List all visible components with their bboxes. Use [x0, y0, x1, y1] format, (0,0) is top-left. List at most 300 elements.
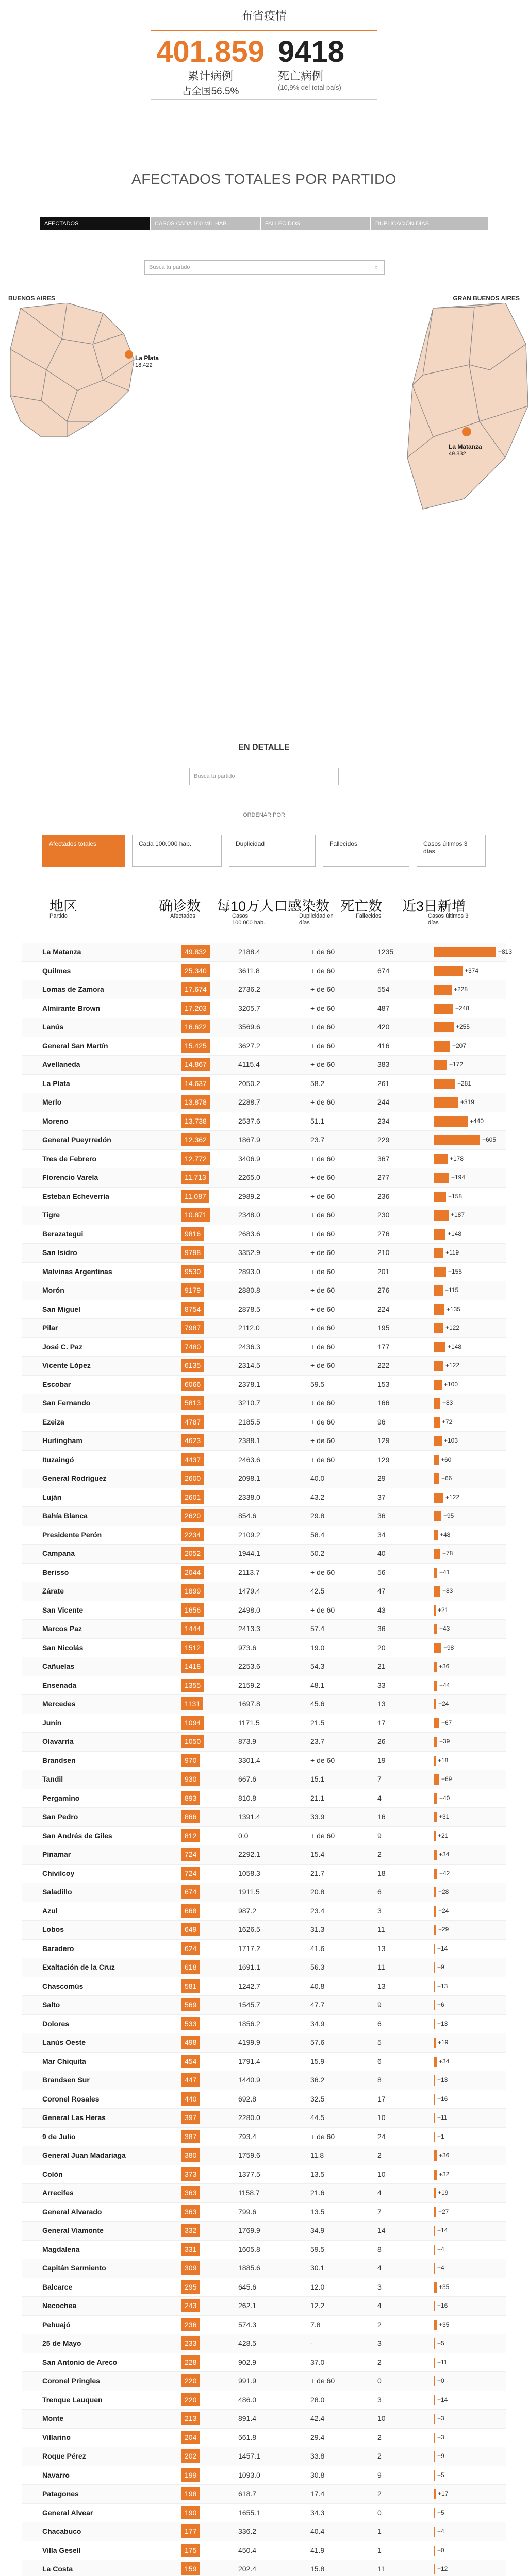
row-dup: 36.2	[310, 2076, 325, 2084]
row-rate: 1791.4	[238, 2057, 260, 2065]
row-rate: 2683.6	[238, 1229, 260, 1238]
new-cases-value: +4	[437, 2264, 444, 2272]
row-cases-value: 2600	[182, 1471, 204, 1485]
new-cases-bar	[434, 1756, 436, 1766]
row-rate: 202.4	[238, 2565, 257, 2573]
new-cases-bar	[434, 1398, 440, 1409]
row-rate: 1058.3	[238, 1869, 260, 1877]
table-row[interactable]	[22, 2259, 506, 2278]
table-row[interactable]	[22, 980, 506, 999]
new-cases-bar	[434, 1154, 448, 1164]
row-rate: 1885.6	[238, 2264, 260, 2272]
row-dup: + de 60	[310, 1436, 335, 1445]
row-deaths: 261	[377, 1079, 390, 1088]
row-name: Villarino	[42, 2433, 71, 2442]
new-cases-bar	[434, 1530, 438, 1540]
tab-duplicacion[interactable]: DUPLICACIÓN DÍAS	[371, 217, 488, 230]
table-row[interactable]	[22, 1112, 506, 1131]
table-row[interactable]	[22, 2053, 506, 2072]
table-row[interactable]	[22, 1883, 506, 1902]
row-dup: 54.3	[310, 1662, 325, 1670]
row-name: Magdalena	[42, 2245, 80, 2253]
table-row[interactable]	[22, 1075, 506, 1094]
sort-afectados-button[interactable]: Afectados totales	[42, 835, 125, 867]
row-cases	[182, 1018, 210, 1036]
new-cases-value: +155	[448, 1267, 463, 1275]
row-dup: + de 60	[310, 1041, 335, 1050]
table-row[interactable]	[22, 1601, 506, 1620]
new-cases-bar	[434, 1643, 441, 1653]
table-row[interactable]	[22, 2128, 506, 2147]
row-rate: 2878.5	[238, 1304, 260, 1313]
row-deaths: 3	[377, 2339, 382, 2347]
la-plata-label: La Plata	[135, 354, 159, 362]
table-row[interactable]	[22, 1620, 506, 1639]
table-row[interactable]	[22, 1488, 506, 1507]
map-search-input[interactable]: Buscá tu partido	[144, 260, 385, 275]
row-cases-value: 233	[182, 2336, 200, 2350]
new-cases-value: +5	[437, 2340, 444, 2347]
table-row[interactable]	[22, 1770, 506, 1789]
table-row[interactable]	[22, 2522, 506, 2541]
row-rate: 987.2	[238, 1906, 257, 1915]
row-dup: 34.9	[310, 2226, 325, 2234]
table-row[interactable]	[22, 1188, 506, 1207]
row-cases-value: 243	[182, 2299, 200, 2312]
row-cases	[182, 2429, 200, 2447]
new-cases-bar	[434, 2263, 435, 2274]
row-dup: 23.4	[310, 1906, 325, 1915]
row-deaths: 24	[377, 2132, 386, 2141]
table-row[interactable]	[22, 1657, 506, 1676]
table-row[interactable]	[22, 2334, 506, 2353]
row-name: Capitán Sarmiento	[42, 2264, 106, 2272]
row-name: Brandsen Sur	[42, 2076, 90, 2084]
row-deaths: 674	[377, 966, 390, 975]
row-name: Baradero	[42, 1944, 74, 1953]
row-dup: + de 60	[310, 1417, 335, 1426]
row-cases-value: 4437	[182, 1453, 204, 1466]
table-row[interactable]	[22, 1695, 506, 1714]
new-cases-value: +34	[439, 1851, 450, 1858]
table-row[interactable]	[22, 2410, 506, 2429]
table-row[interactable]	[22, 1018, 506, 1037]
tab-afectados[interactable]: AFECTADOS	[40, 217, 150, 230]
new-cases-bar	[434, 1455, 439, 1465]
table-row[interactable]	[22, 1357, 506, 1376]
row-cases-value: 618	[182, 1960, 200, 1974]
new-cases-value: +3	[437, 2415, 444, 2422]
row-dup: 48.1	[310, 1681, 325, 1689]
new-cases-value: +24	[438, 1700, 449, 1707]
row-cases-value: 204	[182, 2431, 200, 2444]
table-row[interactable]	[22, 2560, 506, 2576]
section-title: AFECTADOS TOTALES POR PARTIDO	[131, 171, 397, 187]
row-cases-value: 236	[182, 2318, 200, 2331]
new-cases-bar	[434, 1342, 446, 1352]
row-name: Balcarce	[42, 2282, 73, 2291]
row-cases	[182, 2165, 200, 2183]
row-cases	[182, 1150, 210, 1168]
table-row[interactable]	[22, 1394, 506, 1413]
row-name: General Alvarado	[42, 2207, 102, 2216]
row-rate: 1093.0	[238, 2470, 260, 2479]
sort-ultimos-button[interactable]: Casos últimos 3 días	[417, 835, 486, 867]
row-rate: 574.3	[238, 2320, 257, 2329]
row-cases-value: 387	[182, 2130, 200, 2143]
row-rate: 1856.2	[238, 2019, 260, 2028]
new-cases-bar	[434, 1285, 443, 1296]
province-map[interactable]	[0, 303, 217, 674]
table-row[interactable]	[22, 2429, 506, 2448]
table-row[interactable]	[22, 2146, 506, 2165]
new-cases-value: +194	[451, 1174, 466, 1181]
row-cases	[182, 1657, 204, 1675]
row-cases	[182, 2560, 200, 2576]
table-row[interactable]	[22, 1244, 506, 1263]
table-row[interactable]	[22, 2033, 506, 2053]
row-cases-value: 177	[182, 2524, 200, 2538]
table-row[interactable]	[22, 1545, 506, 1564]
row-rate: 692.8	[238, 2094, 257, 2103]
row-dup: 40.0	[310, 1474, 325, 1482]
row-cases	[182, 2015, 200, 2033]
new-cases-bar	[434, 2094, 435, 2105]
row-deaths: 3	[377, 2395, 382, 2404]
row-dup: 12.0	[310, 2282, 325, 2291]
row-dup: 59.5	[310, 1380, 325, 1388]
table-row[interactable]	[22, 1752, 506, 1771]
row-name: Luján	[42, 1493, 62, 1501]
row-dup: + de 60	[310, 1248, 335, 1257]
row-deaths: 129	[377, 1455, 390, 1464]
sort-fallecidos-button[interactable]: Fallecidos	[323, 835, 409, 867]
row-cases-value: 724	[182, 1848, 200, 1861]
table-row[interactable]	[22, 1206, 506, 1225]
row-cases-value: 213	[182, 2412, 200, 2425]
table-row[interactable]	[22, 2353, 506, 2372]
table-row[interactable]	[22, 1413, 506, 1432]
new-cases-value: +374	[465, 967, 479, 974]
table-row[interactable]	[22, 1093, 506, 1112]
row-dup: 21.7	[310, 1869, 325, 1877]
row-cases	[182, 1526, 204, 1544]
row-deaths: 6	[377, 2057, 382, 2065]
table-row[interactable]	[22, 1714, 506, 1733]
row-deaths: 13	[377, 1981, 386, 1990]
row-deaths: 554	[377, 985, 390, 993]
row-deaths: 277	[377, 1173, 390, 1181]
row-name: Saladillo	[42, 1888, 72, 1896]
row-cases-value: 309	[182, 2261, 200, 2275]
row-deaths: 33	[377, 1681, 386, 1689]
table-row[interactable]	[22, 2222, 506, 2241]
tab-fallecidos[interactable]: FALLECIDOS	[261, 217, 370, 230]
row-name: San Nicolás	[42, 1643, 84, 1652]
row-deaths: 2	[377, 2151, 382, 2159]
row-deaths: 222	[377, 1361, 390, 1369]
row-deaths: 10	[377, 2170, 386, 2178]
table-row[interactable]	[22, 1977, 506, 1996]
new-cases-value: +36	[439, 1663, 450, 1670]
row-rate: 891.4	[238, 2414, 257, 2422]
row-rate: 793.4	[238, 2132, 257, 2141]
row-cases	[182, 1206, 210, 1224]
row-dup: 34.3	[310, 2508, 325, 2517]
row-cases-value: 295	[182, 2280, 200, 2294]
new-cases-bar	[434, 1624, 437, 1634]
row-dup: 33.8	[310, 2452, 325, 2460]
table-row[interactable]	[22, 1733, 506, 1752]
row-name: Brandsen	[42, 1756, 76, 1765]
table-row[interactable]	[22, 2316, 506, 2335]
table-row[interactable]	[22, 1827, 506, 1846]
new-cases-value: +39	[439, 1738, 450, 1745]
row-cases	[182, 1338, 204, 1356]
table-row[interactable]	[22, 2109, 506, 2128]
table-row[interactable]	[22, 2447, 506, 2466]
table-row[interactable]	[22, 1808, 506, 1827]
row-rate: 799.6	[238, 2207, 257, 2216]
row-dup: + de 60	[310, 2132, 335, 2141]
table-row[interactable]	[22, 2297, 506, 2316]
table-row[interactable]	[22, 1131, 506, 1150]
la-plata-marker[interactable]	[125, 350, 133, 359]
row-deaths: 6	[377, 2019, 382, 2028]
table-row[interactable]	[22, 943, 513, 962]
table-row[interactable]	[22, 1263, 506, 1282]
row-dup: 33.9	[310, 1812, 325, 1821]
table-row[interactable]	[22, 1376, 506, 1395]
row-name: Villa Gesell	[42, 2546, 81, 2554]
new-cases-bar	[434, 1192, 446, 1202]
table-row[interactable]	[22, 2090, 506, 2109]
table-row[interactable]	[22, 1469, 506, 1488]
row-dup: + de 60	[310, 1004, 335, 1012]
new-cases-bar	[434, 985, 452, 995]
row-deaths: 2	[377, 1850, 382, 1858]
new-cases-value: +148	[448, 1343, 462, 1350]
map-label-gba: GRAN BUENOS AIRES	[453, 295, 520, 302]
sort-duplicidad-button[interactable]: Duplicidad	[229, 835, 316, 867]
row-name: San Miguel	[42, 1304, 80, 1313]
row-cases-value: 569	[182, 1998, 200, 2011]
new-cases-value: +14	[437, 2396, 448, 2403]
table-row[interactable]	[22, 1319, 506, 1338]
table-row[interactable]	[22, 999, 506, 1019]
row-rate: 2098.1	[238, 1474, 260, 1482]
row-cases	[182, 962, 210, 980]
row-cases-value: 649	[182, 1923, 200, 1936]
row-rate: 1377.5	[238, 2170, 260, 2178]
sort-subtitle: ORDENAR POR	[243, 812, 285, 818]
new-cases-bar	[434, 966, 463, 976]
table-row[interactable]	[22, 1300, 506, 1319]
table-row[interactable]	[22, 2165, 506, 2184]
row-rate: 1457.1	[238, 2452, 260, 2460]
table-row[interactable]	[22, 1168, 506, 1188]
table-row[interactable]	[22, 2504, 506, 2523]
new-cases-value: +813	[498, 948, 513, 955]
new-cases-bar	[434, 1887, 436, 1897]
row-cases-value: 228	[182, 2355, 200, 2369]
row-rate: 2413.3	[238, 1624, 260, 1633]
row-cases-value: 498	[182, 2036, 200, 2049]
maps	[0, 282, 528, 705]
table-row[interactable]	[22, 1507, 506, 1526]
new-cases-value: +0	[437, 2546, 444, 2554]
sort-100mil-button[interactable]: Cada 100.000 hab.	[132, 835, 222, 867]
table-row[interactable]	[22, 1902, 506, 1921]
row-cases	[182, 1168, 209, 1187]
row-cases-value: 447	[182, 2073, 200, 2087]
table-row[interactable]	[22, 1996, 506, 2015]
table-row[interactable]	[22, 1056, 506, 1075]
row-deaths: 229	[377, 1136, 390, 1144]
row-rate: 902.9	[238, 2358, 257, 2366]
new-cases-bar	[434, 1135, 480, 1145]
row-cases	[182, 2053, 200, 2071]
row-cases-value: 5813	[182, 1396, 204, 1410]
table-row[interactable]	[22, 962, 506, 981]
row-cases-value: 14.867	[182, 1058, 210, 1071]
table-row[interactable]	[22, 1432, 506, 1451]
row-name: Patagones	[42, 2489, 79, 2498]
row-rate: 810.8	[238, 1793, 257, 1802]
new-cases-bar	[434, 2038, 436, 2048]
table-row[interactable]	[22, 1940, 506, 1959]
table-row[interactable]	[22, 2466, 506, 2485]
new-cases-bar	[434, 1097, 458, 1108]
row-cases	[182, 2109, 200, 2127]
table-row[interactable]	[22, 1921, 506, 1940]
row-deaths: 129	[377, 1436, 390, 1445]
row-cases	[182, 2278, 200, 2296]
deaths-note: (10,9% del total país)	[278, 83, 341, 91]
row-cases-value: 25.340	[182, 964, 210, 977]
new-cases-value: +69	[441, 1775, 452, 1783]
table-row[interactable]	[22, 1338, 506, 1357]
new-cases-value: +21	[438, 1832, 449, 1839]
new-cases-value: +5	[437, 2471, 444, 2479]
table-row[interactable]	[22, 1037, 506, 1056]
row-cases-value: 2234	[182, 1528, 204, 1541]
new-cases-value: +40	[439, 1794, 450, 1802]
municipality-table	[22, 943, 513, 2576]
table-row[interactable]	[22, 1639, 506, 1658]
table-row[interactable]	[22, 2184, 506, 2203]
row-deaths: 230	[377, 1211, 390, 1219]
gba-map[interactable]	[402, 303, 528, 519]
row-dup: 15.4	[310, 1850, 325, 1858]
row-name: Esteban Echeverría	[42, 1192, 109, 1200]
row-deaths: 2	[377, 2489, 382, 2498]
la-matanza-marker[interactable]	[462, 427, 471, 436]
row-name: Mar Chiquita	[42, 2057, 86, 2065]
row-rate: 1944.1	[238, 1549, 260, 1557]
row-rate: 1391.4	[238, 1812, 260, 1821]
row-cases	[182, 1770, 200, 1788]
row-cases	[182, 1883, 200, 1901]
row-dup: + de 60	[310, 966, 335, 975]
tab-casos-100mil[interactable]: CASOS CADA 100 MIL HAB.	[151, 217, 260, 230]
table-row[interactable]	[22, 1451, 506, 1470]
row-deaths: 36	[377, 1512, 386, 1520]
table-row[interactable]	[22, 2203, 506, 2222]
row-dup: 58.4	[310, 1530, 325, 1539]
new-cases-bar	[434, 1737, 437, 1747]
table-row[interactable]	[22, 1676, 506, 1696]
row-cases-value: 4623	[182, 1434, 204, 1447]
row-dup: 19.0	[310, 1643, 325, 1652]
table-row[interactable]	[22, 2071, 506, 2090]
table-row[interactable]	[22, 1789, 506, 1808]
new-cases-value: +122	[446, 1493, 460, 1501]
table-row[interactable]	[22, 1582, 506, 1601]
new-cases-value: +35	[439, 2320, 450, 2328]
table-row[interactable]	[22, 2278, 506, 2297]
row-deaths: 367	[377, 1154, 390, 1163]
table-row[interactable]	[22, 2372, 506, 2391]
new-cases-bar	[434, 1304, 444, 1315]
row-name: 25 de Mayo	[42, 2339, 81, 2347]
row-rate: 873.9	[238, 1737, 257, 1745]
row-rate: 450.4	[238, 2546, 257, 2554]
table-row[interactable]	[22, 1564, 506, 1583]
col-new-header: 近3日新增	[402, 899, 466, 914]
new-cases-bar	[434, 2113, 435, 2123]
table-row[interactable]	[22, 1150, 506, 1169]
row-cases	[182, 1451, 204, 1469]
row-rate: 1605.8	[238, 2245, 260, 2253]
new-cases-value: +135	[447, 1305, 461, 1313]
row-deaths: 9	[377, 2001, 382, 2009]
table-row[interactable]	[22, 1865, 506, 1884]
row-cases-value: 2052	[182, 1547, 204, 1560]
row-name: Chivilcoy	[42, 1869, 75, 1877]
row-cases-value: 6066	[182, 1378, 204, 1391]
new-cases-bar	[434, 2564, 435, 2574]
new-cases-value: +122	[446, 1324, 460, 1331]
new-cases-bar	[434, 1267, 446, 1277]
row-cases-value: 14.637	[182, 1077, 210, 1090]
table-row[interactable]	[22, 2391, 506, 2410]
total-deaths-value: 9418	[278, 35, 345, 69]
la-matanza-cases: 49.832	[449, 451, 466, 457]
table-row[interactable]	[22, 1526, 506, 1545]
row-cases-value: 866	[182, 1810, 200, 1823]
row-cases	[182, 2033, 200, 2052]
table-row[interactable]	[22, 2241, 506, 2260]
table-row[interactable]	[22, 1281, 506, 1300]
table-row[interactable]	[22, 1225, 506, 1244]
table-row[interactable]	[22, 2541, 506, 2561]
table-row[interactable]	[22, 1958, 506, 1977]
row-name: General Rodríguez	[42, 1474, 107, 1482]
new-cases-value: +9	[437, 1963, 444, 1971]
row-deaths: 19	[377, 1756, 386, 1765]
table-row[interactable]	[22, 2485, 506, 2504]
new-cases-value: +4	[437, 2528, 444, 2535]
row-deaths: 26	[377, 1737, 386, 1745]
detail-search-input[interactable]: Buscá tu partido	[189, 768, 339, 785]
table-row[interactable]	[22, 2015, 506, 2034]
row-name: José C. Paz	[42, 1342, 82, 1351]
row-rate: 1867.9	[238, 1136, 260, 1144]
new-cases-bar	[434, 1850, 437, 1860]
map-region[interactable]	[67, 421, 93, 437]
table-row[interactable]	[22, 1845, 506, 1865]
